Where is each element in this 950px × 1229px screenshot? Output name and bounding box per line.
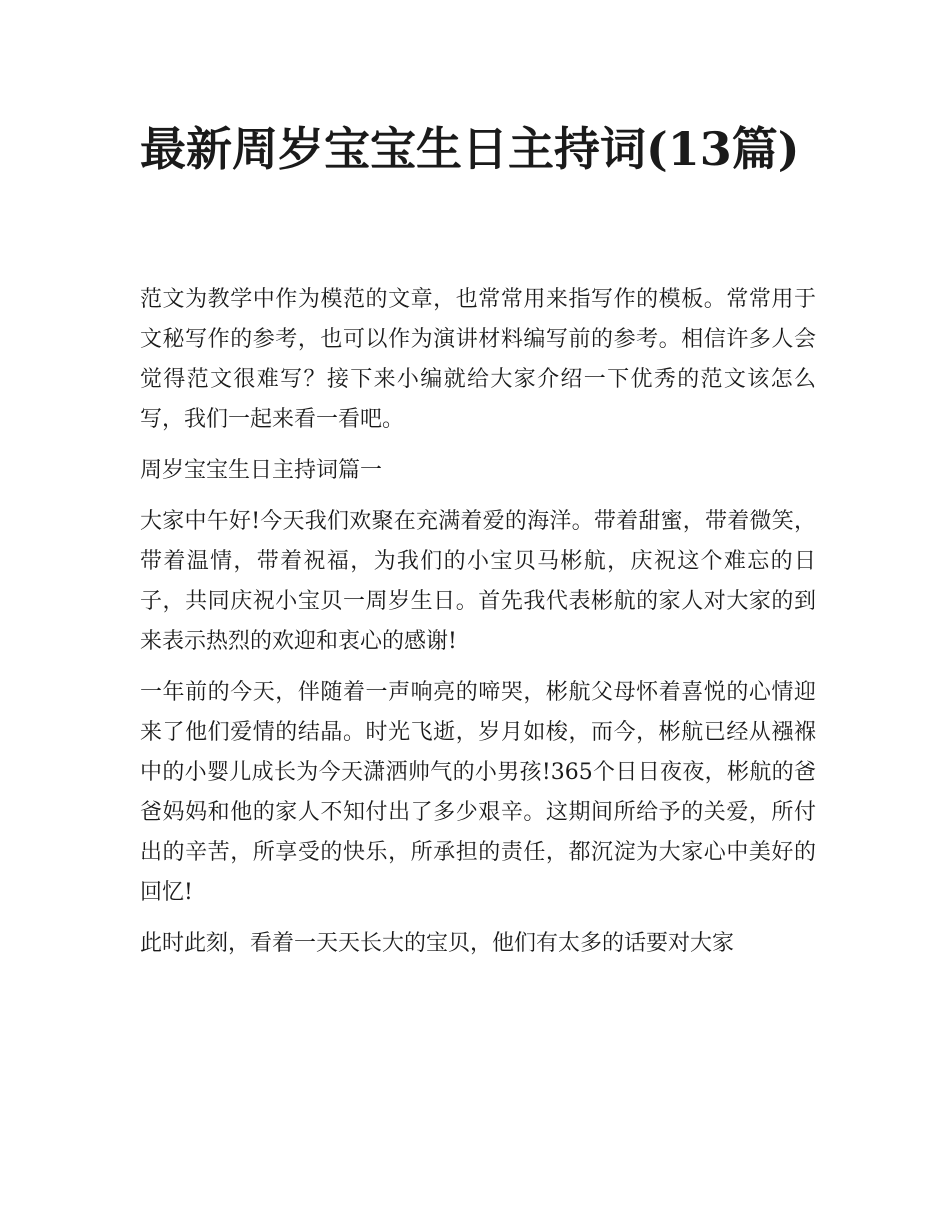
body-paragraph: 此时此刻，看着一天天长大的宝贝，他们有太多的话要对大家 <box>140 931 735 956</box>
body-paragraph: 一年前的今天，伴随着一声响亮的啼哭，彬航父母怀着喜悦的心情迎来了他们爱情的结晶。时光飞逝，岁月如梭，而今，彬航已经从襁褓中的小婴儿成长为今天潇洒帅气的小男孩!365个日日夜夜，彬航的爸爸妈妈和他的家人不知付出了多少艰辛。这期间所给予的关爱，所付出的辛苦，所享受的快乐，所承担的责任，都沉淀为大家心中美好的回忆! <box>140 680 816 905</box>
intro-paragraph: 范文为教学中作为模范的文章，也常常用来指写作的模板。常常用于文秘写作的参考，也可以作为演讲材料编写前的参考。相信许多人会觉得范文很难写？接下来小编就给大家介绍一下优秀的范文该怎么写，我们一起来看一看吧。 <box>140 287 816 432</box>
section-heading: 周岁宝宝生日主持词篇一 <box>140 458 383 483</box>
document-body <box>140 280 816 975</box>
document-title: 最新周岁宝宝生日主持词(13篇) <box>140 122 800 176</box>
body-paragraph: 大家中午好!今天我们欢聚在充满着爱的海洋。带着甜蜜，带着微笑，带着温情，带着祝福，为我们的小宝贝马彬航，庆祝这个难忘的日子，共同庆祝小宝贝一周岁生日。首先我代表彬航的家人对大家的到来表示热烈的欢迎和衷心的感谢! <box>140 509 816 654</box>
